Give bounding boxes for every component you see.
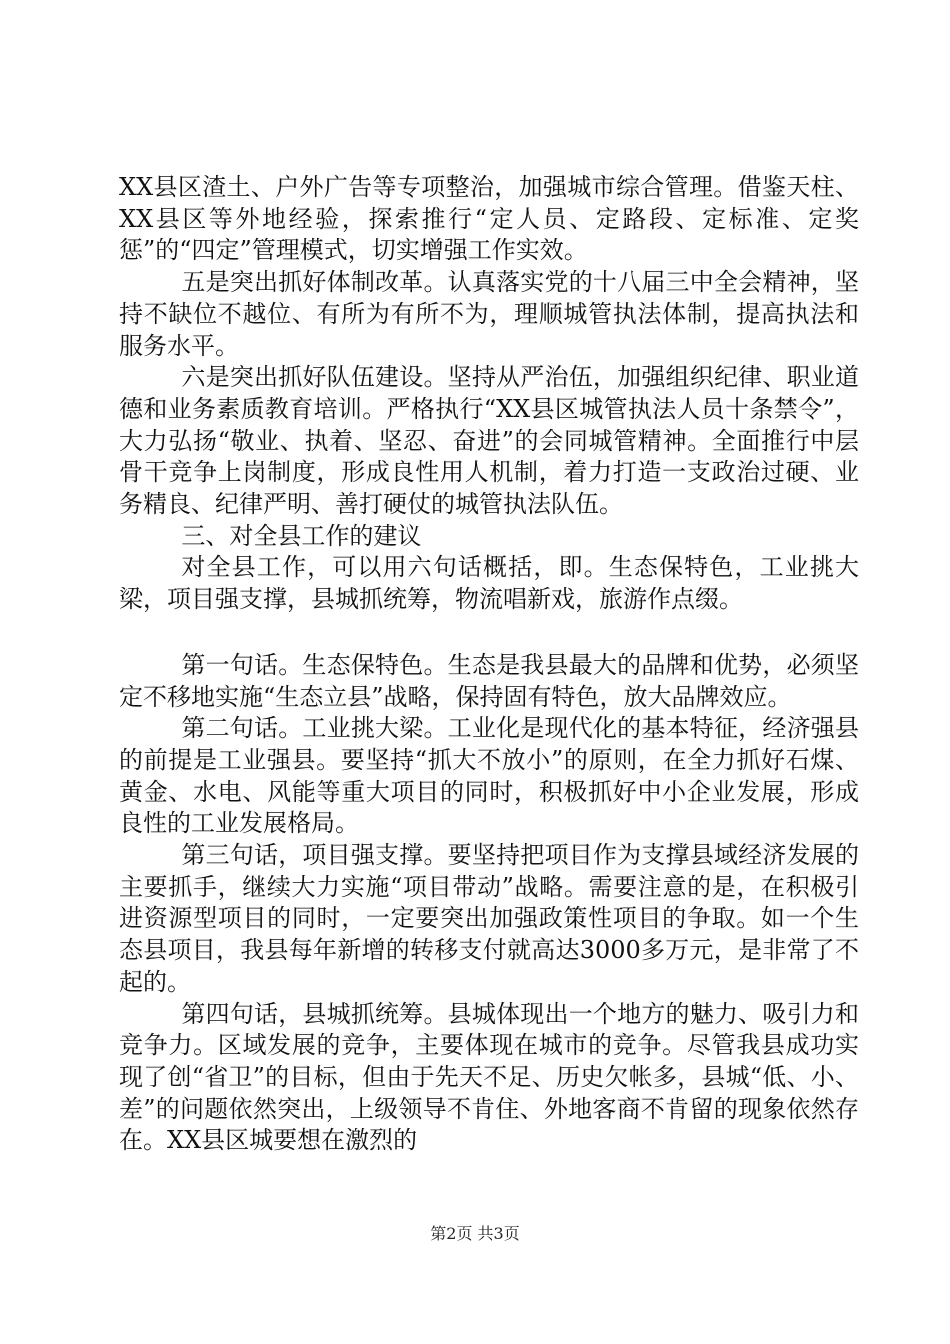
- paragraph-team-building: 六是突出抓好队伍建设。坚持从严治伍，加强组织纪律、职业道德和业务素质教育培训。严格执行“XX县区城管执法人员十条禁令”，大力弘扬“敬业、执着、坚忍、奋进”的会同城管精神。全面推行中层骨干竞争上岗制度，形成良性用人机制，着力打造一支政治过硬、业务精良、纪律严明、善打硬仗的城管执法队伍。: [119, 363, 859, 519]
- paragraph-continued: XX县区渣土、户外广告等专项整治，加强城市综合管理。借鉴天柱、XX县区等外地经验，探索推行“定人员、定路段、定标准、定奖惩”的“四定”管理模式，切实增强工作实效。: [119, 173, 859, 265]
- paragraph-third-sentence: 第三句话，项目强支撑。要坚持把项目作为支撑县域经济发展的主要抓手，继续大力实施“项目带动”战略。需要注意的是，在积极引进资源型项目的同时，一定要突出加强政策性项目的争取。如一个生态县项目，我县每年新增的转移支付就高达3000多万元，是非常了不起的。: [119, 841, 859, 996]
- paragraph-summary: 对全县工作，可以用六句话概括，即。生态保特色，工业挑大梁，项目强支撑，县城抓统筹，物流唱新戏，旅游作点缀。: [119, 553, 859, 614]
- paragraph-first-sentence: 第一句话。生态保特色。生态是我县最大的品牌和优势，必须坚定不移地实施“生态立县”战略，保持固有特色，放大品牌效应。: [119, 650, 859, 711]
- page-footer: 第2页 共3页: [430, 1224, 520, 1243]
- paragraph-second-sentence: 第二句话。工业挑大梁。工业化是现代化的基本特征，经济强县的前提是工业强县。要坚持“抓大不放小”的原则，在全力抓好石煤、黄金、水电、风能等重大项目的同时，积极抓好中小企业发展，形成良性的工业发展格局。: [119, 714, 859, 838]
- paragraph-gap: [119, 616, 859, 650]
- section-heading: 三、对全县工作的建议: [181, 521, 422, 550]
- paragraph-fourth-sentence: 第四句话，县城抓统筹。县城体现出一个地方的魅力、吸引力和竞争力。区域发展的竞争，主要体现在城市的竞争。尽管我县成功实现了创“省卫”的目标，但由于先天不足、历史欠帐多，县城“低、小、差”的问题依然突出，上级领导不肯住、外地客商不肯留的现象依然存在。XX县区城要想在激烈的: [119, 999, 859, 1155]
- paragraph-system-reform: 五是突出抓好体制改革。认真落实党的十八届三中全会精神，坚持不缺位不越位、有所为有所不为，理顺城管执法体制，提高执法和服务水平。: [119, 268, 859, 360]
- document-body: [119, 172, 859, 1157]
